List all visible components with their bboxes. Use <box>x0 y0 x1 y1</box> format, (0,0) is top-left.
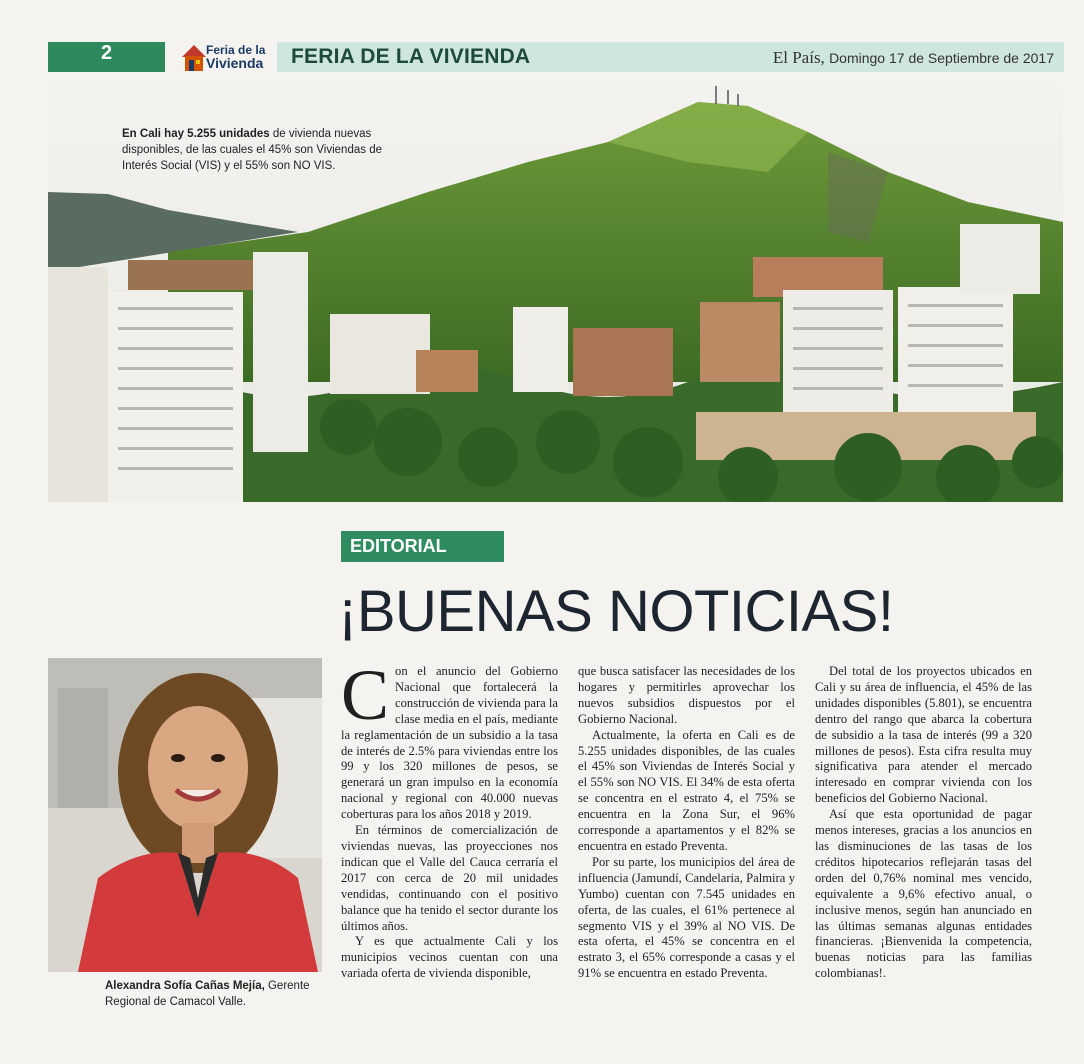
editorial-tag: EDITORIAL <box>341 531 504 562</box>
section-title: FERIA DE LA VIVIENDA <box>291 45 531 68</box>
paragraph-1 <box>341 655 558 823</box>
article-column-1 <box>341 655 558 982</box>
publication-name: El País, <box>772 48 825 67</box>
logo-line-1: Feria de la <box>206 43 266 57</box>
paragraph-6: Por su parte, los municipios del área de influencia (Jamundí, Candelaria, Palmira y Yumbo) cuentan con 7.545 unidades en oferta, de las cuales, el 61% pertenece al segmento VIS y el 39% al NO VIS. De esta oferta, el 45% se concentra en el estrato 3, el 65% corresponde a casas y el 91% se encuentra en estado Preventa. <box>578 854 795 981</box>
paragraph-5: Actualmente, la oferta en Cali es de 5.255 unidades disponibles, de las cuales el 45% son Viviendas de Interés Social y el 55% son NO VIS. El 34% de esta oferta se concentra en el estrato 4, el 75% se encuentra en la Zona Sur, el 96% corresponde a apartamentos y el 82% se encuentra en estado Preventa. <box>578 727 795 853</box>
headline: ¡BUENAS NOTICIAS! <box>338 579 894 644</box>
logo-line-2: Vivienda <box>206 55 264 71</box>
article-column-2 <box>578 664 795 982</box>
paragraph-4: que busca satisfacer las necesidades de los hogares y permitirles aprovechar los nuevos subsidios dispuestos por el Gobierno Nacional. <box>578 664 795 726</box>
publication-date: Domingo 17 de Septiembre de 2017 <box>829 50 1054 66</box>
paragraph-1-text: on el anuncio del Gobierno Nacional que fortalecerá la construcción de vivienda para la clase media en el país, mediante la reglamentación de un subsidio a la tasa de interés de 2.5% para viviendas entre los 99 y los 320 millones de pesos, se generará un gran impulso en la economía nacional y regional con 40.000 nuevas coberturas para los años 2018 y 2019. <box>341 664 558 822</box>
paragraph-7: Del total de los proyectos ubicados en Cali y su área de influencia, el 45% de las unidades disponibles (5.801), se encuentra dentro del rango que abarca la cobertura de subsidio a la tasa de interés (99 a 320 millones de pesos). Esta cifra resulta muy significativa para atender el mercado interesado en comprar vivienda con los beneficios del Gobierno Nacional. <box>815 664 1032 806</box>
paragraph-8: Así que esta oportunidad de pagar menos intereses, gracias a los anuncios en las disminuciones de las tasas de los créditos hipotecarios reflejarán tasas del orden del 0,76% nominal mes vencido, equivalente a 9,6% efectivo anual, o inclusive menos, según han anunciado en las últimas semanas algunas entidades financieras. ¡Bienvenida la competencia, buenas noticias para las familias colombianas!. <box>815 807 1032 981</box>
paragraph-3: Y es que actualmente Cali y los municipios vecinos cuentan con una variada oferta de vivienda disponible, <box>341 934 558 981</box>
logo-wordmark <box>206 44 265 70</box>
publication-line <box>773 47 1054 69</box>
caption-bold: En Cali hay 5.255 unidades <box>122 128 270 140</box>
author-portrait <box>48 658 322 972</box>
paragraph-2: En términos de comercialización de viviendas nuevas, las proyecciones nos indican que el Valle del Cauca cerraría el 2017 con cerca de 20 mil unidades vendidas, continuando con el positivo balance que ha tenido el sector durante los últimos años. <box>341 823 558 933</box>
caption-text: de vivienda nuevas disponibles, de las cuales el 45% son Viviendas de Interés Social (VIS) y el 55% son NO VIS. <box>122 128 382 172</box>
photo-caption <box>122 126 384 174</box>
author-name: Alexandra Sofía Cañas Mejía, <box>105 980 265 992</box>
portrait-caption <box>105 978 330 1010</box>
page-number: 2 <box>100 42 113 64</box>
article-column-3 <box>815 664 1032 982</box>
author-role: Gerente Regional de Camacol Valle. <box>105 980 310 1008</box>
drop-cap: C <box>341 655 390 735</box>
